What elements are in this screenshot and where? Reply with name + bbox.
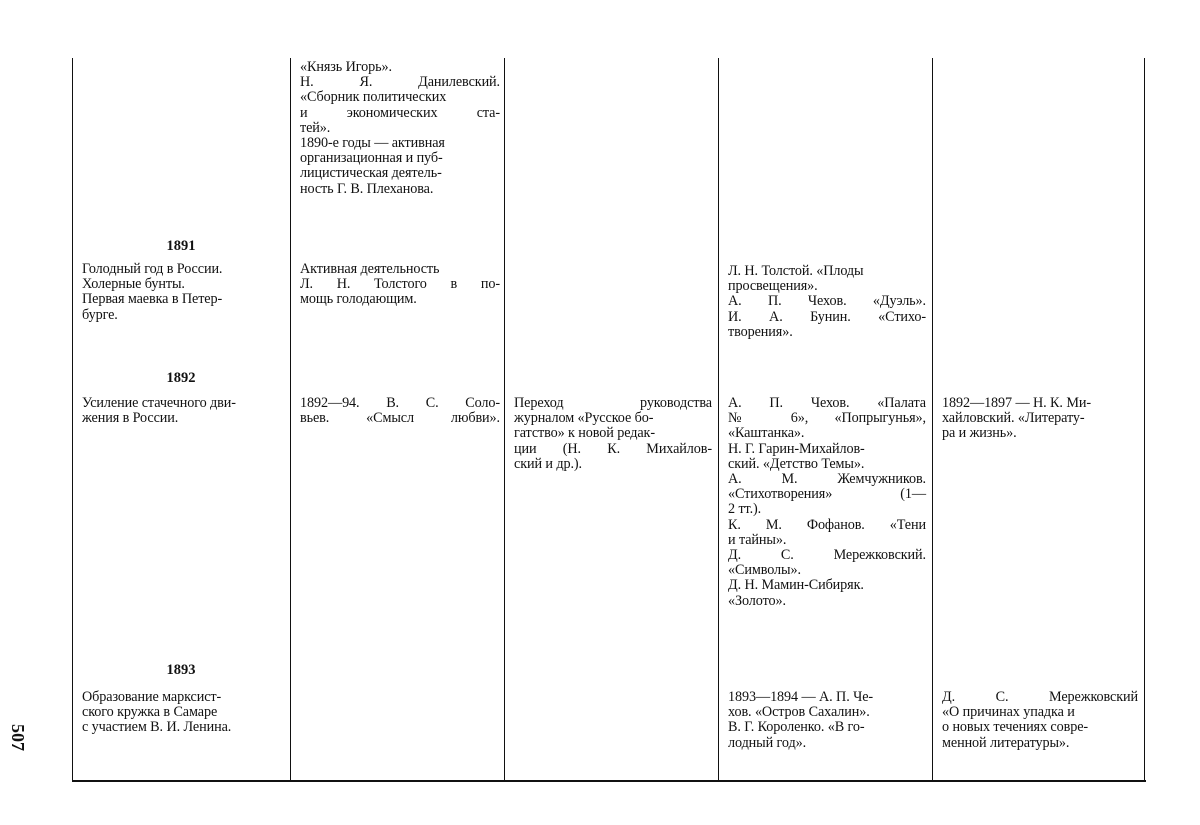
column-border xyxy=(290,58,291,780)
text-line: просвещения». xyxy=(728,278,818,295)
text-line: «Сборник политических xyxy=(300,89,447,106)
text-line: И. А. Бунин. «Стихо- xyxy=(728,308,926,325)
text-line: ции (Н. К. Михайлов- xyxy=(514,440,712,457)
column-border xyxy=(718,58,719,780)
cell-1892-criticism xyxy=(942,396,1138,442)
cell-1892-literature xyxy=(728,396,926,609)
text-line: 1890-е годы — активная xyxy=(300,135,445,152)
text-line: хов. «Остров Сахалин». xyxy=(728,704,870,721)
text-line: «Символы». xyxy=(728,562,801,579)
column-border xyxy=(504,58,505,780)
text-line: ность Г. В. Плеханова. xyxy=(300,180,434,197)
year-heading-1891: 1891 xyxy=(166,238,196,254)
text-line: ский и др.). xyxy=(514,455,582,472)
text-line: «О причинах упадка и xyxy=(942,704,1075,721)
text-line: Л. Н. Толстого в по- xyxy=(300,276,500,293)
text-line: менной литературы». xyxy=(942,734,1070,751)
text-line: и экономических ста- xyxy=(300,104,500,121)
text-line: Л. Н. Толстой. «Плоды xyxy=(728,263,864,279)
text-line: Д. С. Мережковский. xyxy=(728,547,926,564)
text-line: Голодный год в России. xyxy=(82,261,223,277)
cell-1891-culture xyxy=(300,262,500,308)
cell-1891-literature xyxy=(728,264,926,340)
text-line: ского кружка в Самаре xyxy=(82,704,218,721)
text-line: жения в России. xyxy=(82,410,179,427)
text-line: творения». xyxy=(728,323,793,340)
year-heading-1893: 1893 xyxy=(166,662,196,678)
text-line: Переход руководства xyxy=(514,395,712,411)
text-line: мощь голодающим. xyxy=(300,291,417,308)
column-border xyxy=(1144,58,1145,780)
text-line: 1893—1894 — А. П. Че- xyxy=(728,689,874,705)
text-line: организационная и пуб- xyxy=(300,150,443,167)
text-line: ский. «Детство Темы». xyxy=(728,455,865,472)
text-line: «Каштанка». xyxy=(728,425,805,442)
text-line: 1892—1897 — Н. К. Ми- xyxy=(942,395,1091,411)
chronology-table xyxy=(72,58,1146,782)
text-line: Усиление стачечного дви- xyxy=(82,395,236,411)
text-line: о новых течениях совре- xyxy=(942,719,1089,736)
cell-1893-literature xyxy=(728,690,926,751)
text-line: А. М. Жемчужников. xyxy=(728,471,926,488)
text-line: вьев. «Смысл любви». xyxy=(300,410,500,427)
text-line: бурге. xyxy=(82,306,118,323)
column-border xyxy=(932,58,933,780)
text-line: Д. Н. Мамин-Сибиряк. xyxy=(728,577,864,594)
text-line: с участием В. И. Ленина. xyxy=(82,719,232,736)
text-line: 1892—94. В. С. Соло- xyxy=(300,395,500,411)
text-line: ра и жизнь». xyxy=(942,425,1017,442)
page-number: 507 xyxy=(8,724,28,751)
year-heading-1892: 1892 xyxy=(166,370,196,386)
text-line: Холерные бунты. xyxy=(82,276,185,293)
cell-1892-events xyxy=(82,396,282,426)
text-line: Н. Г. Гарин-Михайлов- xyxy=(728,440,865,457)
text-line: «Стихотворения» (1— xyxy=(728,486,926,503)
text-line: 2 тт.). xyxy=(728,501,762,518)
text-line: К. М. Фофанов. «Тени xyxy=(728,516,926,533)
text-line: А. П. Чехов. «Палата xyxy=(728,395,926,411)
text-line: лицистическая деятель- xyxy=(300,165,442,182)
text-line: журналом «Русское бо- xyxy=(514,410,654,427)
text-line: и тайны». xyxy=(728,531,787,548)
text-line: гатство» к новой редак- xyxy=(514,425,655,442)
text-line: В. Г. Короленко. «В го- xyxy=(728,719,865,736)
text-line: Образование марксист- xyxy=(82,689,222,705)
text-line: «Золото». xyxy=(728,592,786,609)
cell-1893-criticism xyxy=(942,690,1138,751)
cell-1891-events xyxy=(82,262,282,323)
text-line: Н. Я. Данилевский. xyxy=(300,74,500,91)
text-line: тей». xyxy=(300,119,331,136)
cell-1893-events xyxy=(82,690,282,736)
cell-1892-journals xyxy=(514,396,712,472)
text-line: Д. С. Мережковский xyxy=(942,689,1138,705)
cell-col2-top xyxy=(300,60,500,197)
text-line: № 6», «Попрыгунья», xyxy=(728,410,926,427)
text-line: А. П. Чехов. «Дуэль». xyxy=(728,293,926,310)
cell-1892-culture xyxy=(300,396,500,426)
text-line: хайловский. «Литерату- xyxy=(942,410,1085,427)
text-line: «Князь Игорь». xyxy=(300,59,392,75)
text-line: Активная деятельность xyxy=(300,261,440,277)
text-line: Первая маевка в Петер- xyxy=(82,291,223,308)
text-line: лодный год». xyxy=(728,734,807,751)
